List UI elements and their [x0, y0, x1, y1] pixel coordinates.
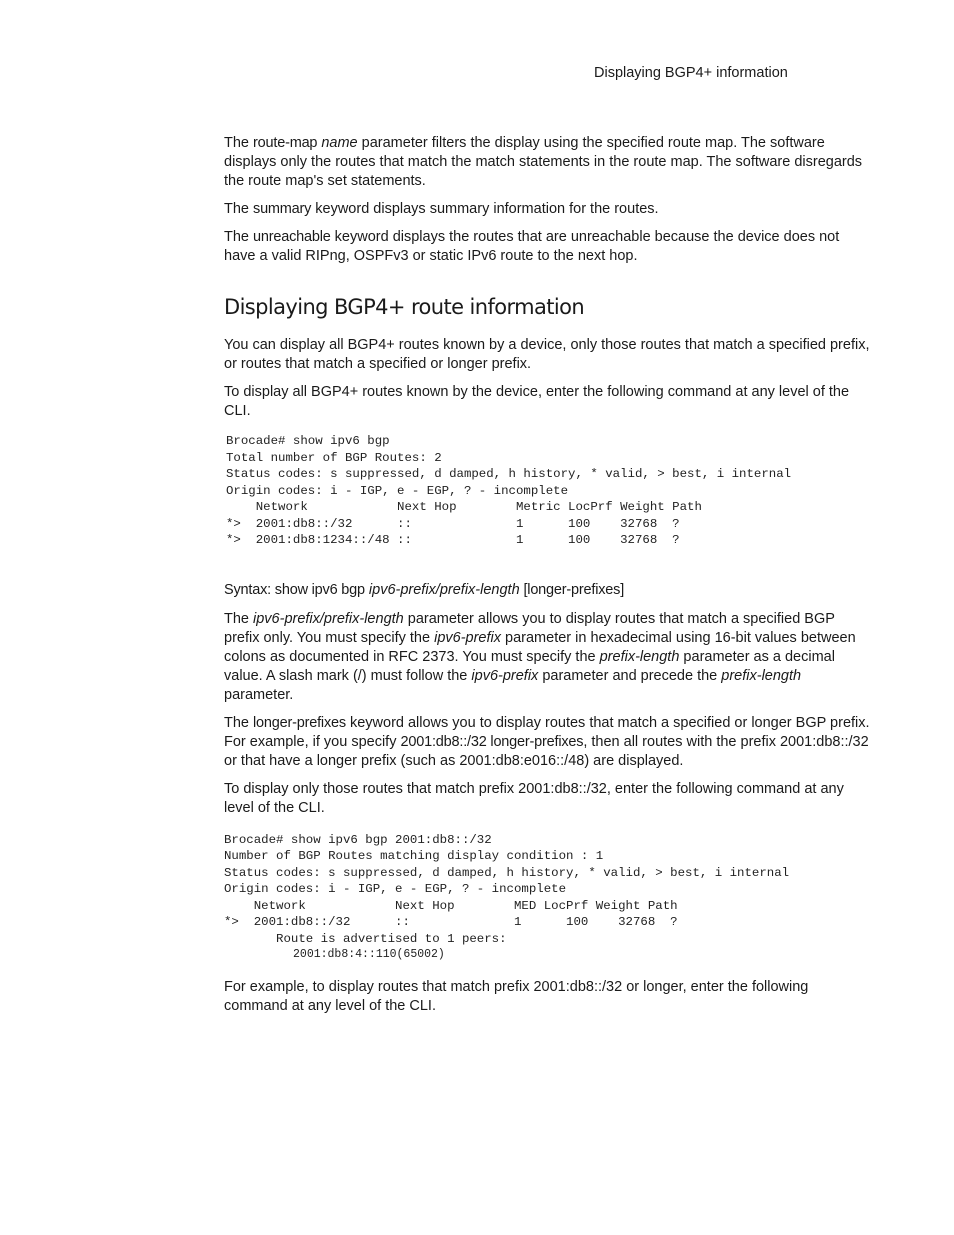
paragraph-unreachable: The unreachable keyword displays the routes that are unreachable because the device does not have a valid RIPng, OSPFv3 or static IPv6 route to the next hop.: [224, 229, 840, 264]
syntax-line: [224, 581, 870, 600]
paragraph-intro: You can display all BGP4+ routes known by a device, only those routes that match a specified prefix, or routes that match a specified or longer prefix.: [224, 337, 870, 372]
syntax-command: Syntax: show ipv6 bgp: [224, 581, 365, 598]
paragraph-display-all: To display all BGP4+ routes known by the device, enter the following command at any level of the CLI.: [224, 384, 850, 419]
paragraph-display-match: To display only those routes that match prefix 2001:db8::/32, enter the following command at any level of the CLI.: [224, 780, 844, 816]
param-name: name: [321, 135, 358, 151]
syntax-param: ipv6-prefix/prefix-length: [368, 581, 520, 598]
paragraph-example-longer: For example, to display routes that match prefix 2001:db8::/32 or longer, enter the following command at any level of the CLI.: [224, 978, 809, 1014]
keyword-unreachable: unreachable: [253, 229, 331, 245]
running-header: Displaying BGP4+ information: [594, 65, 788, 81]
keyword-route-map: route-map: [253, 135, 318, 151]
keyword-example-command: 2001:db8::/32 longer-prefixes: [400, 733, 584, 750]
code-block-peer-line: 2001:db8:4::110(65002): [224, 948, 445, 961]
page-content: [224, 134, 870, 1025]
keyword-longer-prefixes: longer-prefixes: [253, 714, 346, 731]
code-block-show-ipv6-bgp-prefix: [224, 832, 870, 964]
paragraph-prefix-parameter: The ipv6-prefix/prefix-length parameter allows you to display routes that match a specified BGP prefix only. You must specify the ipv6-prefix parameter in hexadecimal using 16-bit values between colons as documented in RFC 2373. You must specify the prefix-length parameter as a decimal value. A slash mark (/) must follow the ipv6-prefix parameter and precede the prefix-length parameter.: [224, 610, 856, 703]
code-block-main: Brocade# show ipv6 bgp 2001:db8::/32 Number of BGP Routes matching display condition : 1 Status codes: s suppressed, d damped, h history, * valid, > best, i internal Origin codes: i - IGP, e - EGP, ? - incomplete Network Next Hop MED LocPrf Weight Path *> 2001:db8::/32 :: 1 100 32768 ? Route is advertised to 1 peers:: [224, 832, 790, 946]
section-heading: Displaying BGP4+ route information: [224, 295, 585, 319]
code-block-show-ipv6-bgp: Brocade# show ipv6 bgp Total number of BGP Routes: 2 Status codes: s suppressed, d damped, h history, * valid, > best, i internal Origin codes: i - IGP, e - EGP, ? - incomplete Network Next Hop Metric LocPrf Weight Path *> 2001:db8::/32 :: 1 100 32768 ? *> 2001:db8:1234::/48 :: 1 100 32768 ?: [226, 434, 792, 547]
keyword-summary: summary: [253, 201, 312, 217]
paragraph-route-map: The route-map name parameter filters the display using the specified route map. The software displays only the routes that match the match statements in the route map. The software disregards the route map's set statements.: [224, 135, 863, 189]
paragraph-summary: The summary keyword displays summary information for the routes.: [224, 201, 659, 217]
syntax-option: [longer-prefixes]: [519, 581, 625, 598]
paragraph-longer-prefixes: The longer-prefixes keyword allows you to display routes that match a specified or longer BGP prefix. For example, if you specify 2001:db8::/32 longer-prefixes, then all routes with the prefix 2001:db8::/32 or that have a longer prefix (such as 2001:db8:e016::/48) are displayed.: [224, 714, 870, 769]
